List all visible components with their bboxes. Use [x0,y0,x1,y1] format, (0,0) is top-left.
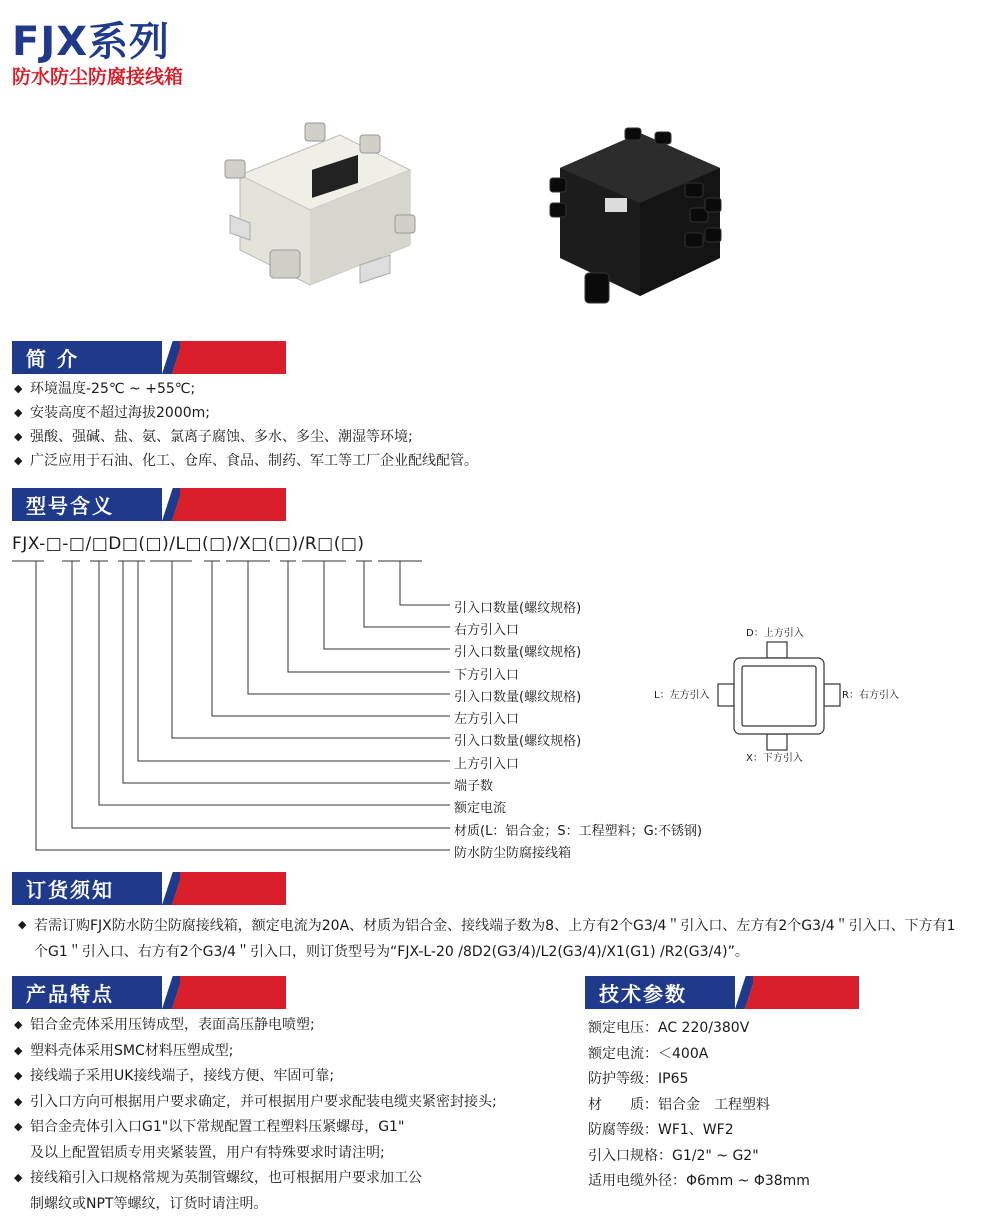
model-desc-item: 下方引入口 [454,668,520,683]
list-item: ◆ 塑料壳体采用SMC材料压塑成型; [14,1042,234,1059]
model-desc-item: 额定电流 [454,801,507,816]
model-desc-item: 左方引入口 [454,712,520,727]
page-subtitle: 防水防尘防腐接线箱 [12,66,184,88]
diagram-label-right: R：右方引入 [842,690,899,701]
list-item: ◆ 引入口方向可根据用户要求确定，并可根据用户要求配装电缆夹紧密封接头; [14,1093,497,1110]
section-header-params: 技术参数 [585,976,859,1009]
list-item: ◆ 安装高度不超过海拔2000m; [14,405,210,421]
params-list [588,1016,810,1195]
model-desc-item: 引入口数量(螺纹规格) [454,734,582,749]
model-desc-item: 防水防尘防腐接线箱 [454,846,572,861]
features-list [14,1013,574,1217]
param-row: 引入口规格：G1/2" ~ G2" [588,1147,759,1164]
list-item: ◆ 接线端子采用UK接线端子，接线方便、牢固可靠; [14,1068,335,1084]
model-code-diagram-lines [0,555,460,865]
param-row: 额定电流：＜400A [588,1045,709,1062]
model-desc-item: 右方引入口 [454,623,520,638]
section-header-order: 订货须知 [12,872,286,905]
section-header-model: 型号含义 [12,488,286,521]
product-photo-plastic [545,118,735,308]
diagram-label-top: D：上方引入 [746,628,804,639]
param-row: 适用电缆外径：Φ6mm ~ Φ38mm [588,1173,810,1189]
model-desc-item: 引入口数量(螺纹规格) [454,645,582,660]
page-title: FJX系列 [12,19,171,65]
list-item: ◆ 强酸、强碱、盐、氨、氯离子腐蚀、多水、多尘、潮湿等环境; [14,429,413,445]
box-direction-diagram [715,640,845,752]
product-photo-aluminum [210,115,430,290]
list-item: ◆ 铝合金壳体采用压铸成型，表面高压静电喷塑; [14,1017,315,1033]
model-code: FJX-□-□/□D□(□)/L□(□)/X□(□)/R□(□) [12,534,365,554]
list-item: ◆ 接线箱引入口规格常规为英制管螺纹，也可根据用户要求加工公 制螺纹或NPT等螺纹，订货时请注明。 [14,1170,422,1212]
model-desc-item: 端子数 [454,779,494,794]
diagram-label-left: L：左方引入 [654,690,710,701]
param-row: 材 质：铝合金 工程塑料 [588,1096,770,1113]
section-header-features: 产品特点 [12,976,286,1009]
param-row: 防护等级：IP65 [588,1071,689,1087]
section-header-intro: 简 介 [12,341,286,374]
list-item: ◆ 铝合金壳体引入口G1"以下常规配置工程塑料压紧螺母，G1" 及以上配置铝质专用夹紧装置，用户有特殊要求时请注明; [14,1119,405,1161]
model-desc-item: 上方引入口 [454,757,520,772]
model-desc-item: 引入口数量(螺纹规格) [454,601,582,616]
param-row: 额定电压：AC 220/380V [588,1020,750,1036]
model-desc-item: 材质(L：铝合金；S：工程塑料；G:不锈钢) [454,824,703,839]
list-item: ◆ 环境温度-25℃ ~ +55℃; [14,381,196,397]
order-note: ◆ 若需订购FJX防水防尘防腐接线箱，额定电流为20A、材质为铝合金、接线端子数为8、上方有2个G3/4＂引入口、左方有2个G3/4＂引入口、下方有1个G1＂引入口、右方有2个G3/4＂引入口，则订货型号为“FJX-L-20 /8D2(G3/4)/L2(G3/4)/X1(G1) /R2(G3/4)”。 [18,918,956,960]
diagram-label-bottom: X：下方引入 [746,753,803,764]
param-row: 防腐等级：WF1、WF2 [588,1122,734,1138]
intro-list [14,377,478,473]
list-item: ◆ 广泛应用于石油、化工、仓库、食品、制药、军工等工厂企业配线配管。 [14,453,478,469]
model-desc-item: 引入口数量(螺纹规格) [454,690,582,705]
